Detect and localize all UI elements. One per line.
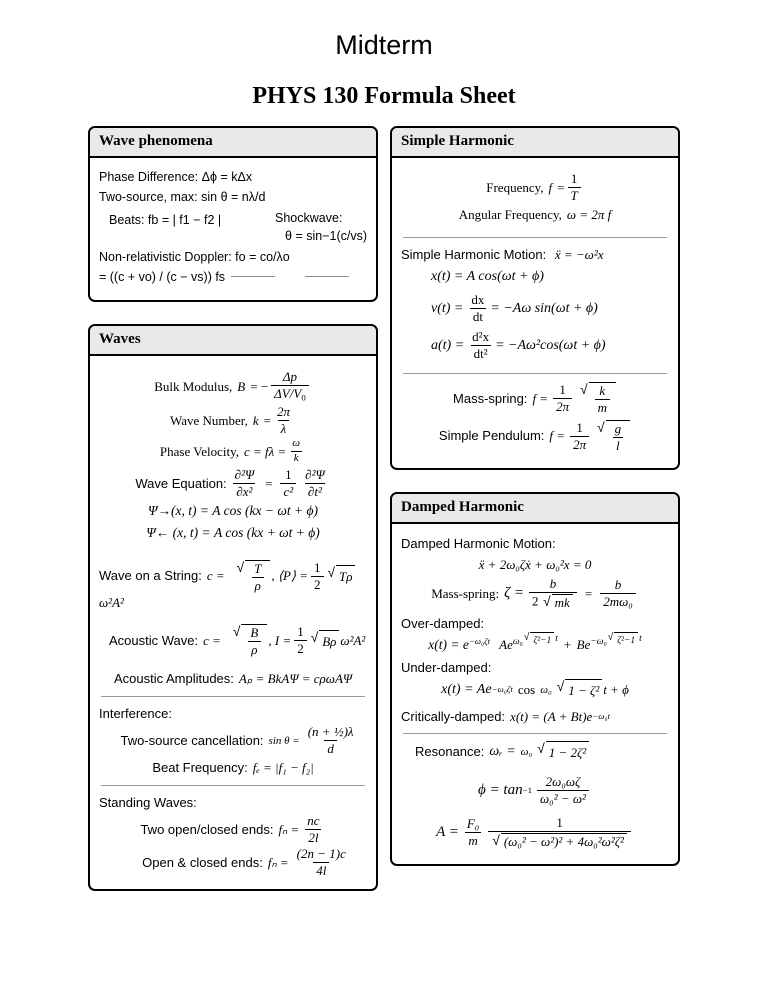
bulk-modulus-numerator: Δp (282, 369, 298, 385)
damped-zeta-num-2: b (614, 576, 622, 592)
radical-icon: √ (310, 630, 319, 646)
mass-spring-radicand (589, 382, 616, 415)
box-body-wave-phenomena (90, 158, 376, 300)
open-and-closed-lhs: fₙ = (267, 855, 289, 871)
string-power-tail: ω²A² (99, 594, 124, 610)
over-damped-B-sqrt (608, 632, 638, 648)
psi-left-line (99, 523, 367, 543)
open-and-closed-fraction (294, 847, 349, 878)
amplitude-sqrt (492, 833, 627, 849)
beat-frequency-label: Beat Frequency: (152, 760, 248, 776)
wave-on-string-c: c = (206, 568, 225, 584)
bulk-modulus-denominator: $\Delta V/V_0$ (271, 385, 309, 403)
open-closed-numerator: nc (307, 813, 320, 829)
radical-icon: √ (580, 382, 588, 398)
amplitude-prefactor (464, 817, 482, 848)
mass-spring-num: 1 (559, 382, 566, 398)
damped-mass-spring-label: Mass-spring: (431, 585, 500, 601)
bulk-modulus-fraction (271, 370, 309, 403)
phase-angle-fraction (537, 775, 589, 806)
radical-icon: √ (556, 679, 565, 695)
two-source-line (99, 188, 367, 206)
cancellation-denominator: d (324, 740, 337, 756)
mass-spring-ratio (595, 384, 610, 415)
phase-angle-denominator: ω₀² − ω² (537, 790, 589, 806)
resonance-label: Resonance: (415, 744, 485, 760)
bulk-modulus-den-sub: 0 (301, 392, 306, 403)
acoustic-half-den: 2 (294, 640, 307, 656)
radical-icon: √ (543, 593, 551, 609)
radical-icon: √ (236, 559, 245, 575)
phase-difference-line (99, 168, 367, 186)
acoustic-half-fraction (294, 625, 307, 656)
phase-angle-line (401, 775, 669, 806)
frequency-label: Frequency, (486, 180, 544, 196)
amplitude-lhs: A = (436, 823, 459, 840)
mass-spring-label: Mass-spring: (453, 391, 528, 407)
resonance-line (401, 741, 669, 763)
pendulum-num: 1 (576, 419, 583, 435)
damped-zeta-equals: = (584, 585, 593, 601)
box-title-simple-harmonic: Simple Harmonic (392, 128, 678, 158)
over-damped-B-radicand: ζ²−1 (614, 632, 638, 648)
open-and-closed-ends-line (99, 847, 367, 878)
pendulum-lhs: f = (549, 428, 566, 444)
over-damped-A-term: Ae (499, 637, 513, 653)
radical-icon: √ (537, 741, 545, 757)
cancellation-numerator: (n + ½)λ (307, 724, 354, 740)
doppler-line (99, 248, 367, 266)
amplitude-numerator: 1 (556, 814, 563, 830)
bulk-modulus-den-v: V (293, 386, 302, 402)
phase-velocity-fraction (289, 438, 303, 465)
open-and-closed-denominator: 4l (313, 862, 329, 878)
pendulum-root-num: g (614, 420, 622, 436)
damped-mass-spring-line (401, 577, 669, 610)
wave-equation-lhs-fraction (232, 468, 257, 499)
displacement-equation: x(t) = A cos(ωt + ϕ) (431, 269, 544, 285)
box-body-waves (90, 356, 376, 889)
damped-motion-heading: Damped Harmonic Motion: (401, 535, 556, 551)
wave-equation-den-1: ∂x² (233, 483, 255, 499)
phase-velocity-line (99, 438, 367, 465)
pendulum-sqrt (597, 420, 630, 453)
critically-damped-line (401, 707, 669, 727)
damped-zeta-den-1 (529, 592, 577, 610)
open-closed-ends-line (99, 814, 367, 845)
shm-equation: ẍ = −ω²x (554, 246, 604, 262)
doppler-equation: fo = co/λo (235, 249, 290, 264)
phase-angle-numerator: 2ω₀ωζ (545, 773, 581, 789)
damped-motion-equation-line (401, 555, 669, 575)
damped-zeta-num-1: b (549, 575, 557, 591)
radical-icon: √ (607, 632, 614, 644)
box-body-simple-harmonic (392, 158, 678, 467)
phase-difference-label: Phase Difference: (99, 170, 199, 185)
amplitude-force-num: F₀ (466, 815, 480, 831)
shm-label: Simple Harmonic Motion: (401, 246, 547, 262)
velocity-line (401, 293, 669, 324)
page-subtitle: PHYS 130 Formula Sheet (252, 83, 516, 109)
open-closed-label: Two open/closed ends: (140, 822, 274, 838)
open-closed-denominator: 2l (305, 829, 321, 845)
wave-on-string-line (99, 560, 367, 613)
phase-velocity-numerator: ω (292, 437, 301, 450)
critically-damped-equation: x(t) = (A + Bt)e (510, 708, 593, 724)
critically-damped-label: Critically-damped: (401, 708, 506, 724)
acoustic-ratio (247, 626, 261, 657)
under-damped-tail: t + ϕ (603, 682, 629, 698)
acoustic-amplitudes-line (99, 669, 367, 689)
under-damped-heading: Under-damped: (401, 659, 492, 675)
damped-zeta-fraction-2 (600, 578, 636, 609)
angular-frequency-equation: ω = 2π f (566, 207, 612, 223)
beat-frequency-line (99, 758, 367, 778)
two-source-cancellation-line (99, 725, 367, 756)
acoustic-denominator: ρ (248, 641, 260, 657)
pendulum-label: Simple Pendulum: (438, 428, 545, 444)
frequency-numerator: 1 (570, 171, 578, 187)
wave-equation-label: Wave Equation: (135, 475, 227, 491)
wave-equation-den-2: c² (280, 483, 296, 499)
damped-zeta-fraction-1 (529, 577, 577, 610)
phase-velocity-equation: c = fλ = (243, 443, 287, 459)
damped-zeta-lhs: ζ = (504, 585, 525, 602)
under-damped-sqrt (557, 679, 602, 701)
wave-number-numerator: 2π (276, 404, 290, 420)
frequency-denominator: T (568, 187, 581, 203)
over-damped-B-term: Be (576, 637, 591, 653)
wave-equation-den-3: ∂t² (305, 483, 325, 499)
frequency-fraction (568, 172, 581, 203)
bulk-modulus-label: Bulk Modulus, (154, 379, 233, 395)
amplitude-fraction (488, 816, 631, 849)
acoustic-wave-sqrt (233, 624, 267, 657)
over-damped-equation-line (401, 632, 669, 655)
right-column (390, 126, 680, 866)
acoustic-intensity-tail: ω²A² (340, 633, 366, 649)
acceleration-denominator: dt² (471, 345, 491, 361)
wave-equation-line: Wave Equation: $\frac{\text{∂²Ψ}}{\text{∂x²}}$ = $\frac{1}{\text{c²}}$ $\frac{\text{∂²Ψ}}{\text{∂t²}}$ (99, 468, 367, 499)
radical-icon: √ (327, 565, 335, 581)
acoustic-radicand (241, 624, 267, 657)
pendulum-prefactor (570, 421, 589, 452)
mass-spring-frequency-line (401, 382, 669, 415)
wave-number-label: Wave Number, (170, 413, 248, 429)
acoustic-numerator: B (250, 625, 259, 641)
beat-frequency-equation: fₑ = |f₁ − f₂| (252, 760, 314, 776)
phase-angle-exponent: −1 (522, 784, 532, 795)
acoustic-wave-label: Acoustic Wave: (109, 633, 199, 649)
divider-shm (403, 237, 667, 238)
over-damped-prefix: x(t) = e (428, 637, 469, 653)
mass-spring-root-den: m (595, 399, 610, 415)
left-column (88, 126, 378, 891)
under-damped-cos: cos (517, 682, 536, 698)
wave-on-string-label: Wave on a String: (99, 568, 202, 584)
wave-number-denominator: λ (278, 420, 290, 436)
angular-frequency-line (401, 205, 669, 225)
radical-icon: √ (597, 419, 605, 435)
shockwave-label: Shockwave: (275, 210, 343, 225)
radical-icon: √ (232, 624, 241, 640)
acoustic-intensity-radicand: Bρ (319, 630, 339, 652)
bulk-modulus-symbol: B (237, 379, 246, 395)
divider-resonance (403, 733, 667, 734)
under-damped-prefix: x(t) = Ae (441, 682, 492, 698)
amplitude-denominator (488, 831, 631, 849)
mass-spring-root-num: k (599, 383, 606, 399)
acceleration-numerator: d²x (472, 329, 490, 345)
under-damped-radicand: 1 − ζ² (565, 679, 602, 701)
string-power-label: , ⟨P⟩ = (271, 568, 308, 584)
beats-shockwave-line (99, 209, 367, 245)
acoustic-intensity-label: , I = (268, 633, 292, 649)
box-title-wave-phenomena: Wave phenomena (90, 128, 376, 158)
phase-angle-lhs: ϕ = tan (478, 781, 523, 798)
divider-standing-waves (101, 785, 365, 786)
psi-right-line (99, 501, 367, 521)
over-damped-B-t: t (639, 634, 642, 645)
shockwave-group (275, 209, 367, 245)
wave-number-symbol: k (252, 413, 259, 429)
shm-line (401, 245, 669, 265)
resonance-radicand: 1 − 2ζ² (546, 741, 589, 763)
angular-frequency-label: Angular Frequency, (458, 207, 562, 223)
radical-icon: √ (523, 632, 530, 644)
pendulum-root-den: l (613, 437, 623, 453)
over-damped-B-exponent: −ω₀ (590, 637, 607, 648)
wave-number-line: Wave Number, k = $\frac{2\pi}{\lambda}$ (99, 405, 367, 436)
divider-interference (101, 696, 365, 697)
velocity-numerator: dx (471, 292, 485, 308)
cancellation-lhs: sin θ = (268, 734, 300, 747)
resonance-omega0: ω₀ (520, 745, 533, 758)
acoustic-wave-line (99, 624, 367, 657)
mass-spring-lhs: f = (532, 391, 549, 407)
acoustic-intensity-sqrt (311, 630, 340, 652)
wave-equation-rhs-fraction (302, 468, 327, 499)
wave-number-fraction (274, 405, 293, 436)
velocity-fraction (468, 293, 487, 324)
over-damped-heading: Over-damped: (401, 615, 485, 631)
string-numerator: T (254, 560, 262, 576)
acceleration-rhs: = −Aω²cos(ωt + ϕ) (495, 338, 606, 354)
string-ratio (251, 562, 264, 593)
fraction-rule-artifact-1 (231, 276, 275, 277)
box-simple-harmonic (390, 126, 680, 470)
frequency-line: Frequency, f = $\frac{1}{T}$ (401, 172, 669, 203)
divider-oscillators (403, 373, 667, 374)
string-power-sqrt (328, 565, 356, 587)
box-title-waves: Waves (90, 326, 376, 356)
pendulum-frequency-line (401, 420, 669, 457)
over-damped-A-sqrt (524, 632, 554, 648)
open-and-closed-label: Open & closed ends: (142, 855, 263, 871)
acceleration-line (401, 330, 669, 361)
damped-zeta-coef: 2 (532, 593, 539, 609)
acoustic-amplitudes-label: Acoustic Amplitudes: (113, 671, 234, 687)
pendulum-ratio (612, 422, 625, 453)
under-damped-exponent: −ω₀ζt (491, 684, 513, 695)
page-title: Midterm (335, 30, 433, 60)
velocity-rhs: = −Aω sin(ωt + ϕ) (490, 301, 598, 317)
over-damped-A-radicand: ζ²−1 (530, 632, 554, 648)
resonance-sqrt (537, 741, 589, 763)
damped-zeta-sqrt (543, 594, 573, 610)
box-title-damped-harmonic: Damped Harmonic (392, 494, 678, 524)
amplitude-radicand: (ω₀² − ω²)² + 4ω₀²ω²ζ² (501, 833, 627, 849)
standing-waves-heading: Standing Waves: (99, 794, 197, 810)
velocity-label: v(t) = (431, 301, 464, 317)
beats-label: Beats: (109, 212, 145, 227)
box-waves (88, 324, 378, 891)
fraction-rule-artifact-2 (305, 276, 349, 277)
columns-container (0, 126, 768, 891)
open-closed-fraction (304, 814, 322, 845)
string-denominator: ρ (252, 577, 264, 593)
amplitude-mass-den: m (465, 832, 480, 848)
cancellation-label: Two-source cancellation: (120, 733, 264, 749)
over-damped-A-exponent: ω₀ (512, 637, 523, 648)
box-wave-phenomena (88, 126, 378, 302)
psi-left-equation: Ψ← (x, t) = A cos (kx + ωt + ϕ) (146, 525, 320, 541)
over-damped-exponent: −ω₀ζt (468, 636, 491, 647)
psi-right-equation: Ψ→(x, t) = A cos (kx − ωt + ϕ) (147, 503, 319, 519)
frequency-symbol: f (548, 180, 553, 196)
bulk-modulus-den-dv: ΔV (274, 386, 290, 402)
amplitude-line (401, 816, 669, 853)
open-and-closed-numerator: (2n − 1)c (296, 846, 346, 862)
string-power-radicand: Tρ (336, 565, 355, 587)
acceleration-label: a(t) = (431, 338, 465, 354)
wave-equation-c2-fraction (280, 468, 296, 499)
mass-spring-sqrt (580, 382, 616, 415)
over-damped-plus: + (562, 637, 572, 653)
interference-heading: Interference: (99, 705, 172, 721)
radical-icon: √ (492, 832, 500, 848)
acoustic-amplitudes-equation: Aₚ = BkAΨ = cρωAΨ (238, 671, 353, 687)
damped-zeta-radicand: mk (552, 594, 573, 610)
string-half-fraction (311, 561, 324, 592)
wave-on-string-sqrt (237, 560, 271, 593)
two-source-label: Two-source, max: (99, 190, 198, 205)
box-damped-harmonic (390, 492, 680, 866)
damped-zeta-den-2: 2mω₀ (600, 593, 636, 609)
doppler-equation-2: = ((c + vo) / (c − vs)) fs (99, 269, 226, 284)
wave-equation-num-1: ∂²Ψ (234, 467, 255, 483)
pendulum-den: 2π (570, 436, 589, 452)
pendulum-radicand (606, 420, 631, 453)
acceleration-fraction (469, 330, 492, 361)
damped-motion-equation: ẍ + 2ω₀ζẋ + ω₀²x = 0 (478, 557, 592, 573)
bulk-modulus-line: Bulk Modulus, B = − $\frac{\Delta p}{\Delta V/V_0}$ (99, 370, 367, 403)
two-source-equation: sin θ = nλ/d (201, 190, 266, 205)
under-damped-omega0: ω₀ (540, 683, 552, 696)
phase-velocity-denominator: k (291, 451, 302, 465)
under-damped-equation-line (401, 679, 669, 701)
doppler-label: Non-relativistic Doppler: (99, 249, 232, 264)
string-half-num: 1 (314, 559, 321, 575)
mass-spring-den: 2π (553, 398, 572, 414)
resonance-lhs: ωᵣ = (489, 744, 516, 760)
beats-equation: fb = | f1 − f2 | (147, 212, 222, 227)
critically-damped-exponent: −ω₀t (592, 710, 611, 721)
over-damped-A-t: t (555, 634, 558, 645)
phase-velocity-label: Phase Velocity, (159, 443, 239, 459)
string-half-den: 2 (311, 576, 324, 592)
velocity-denominator: dt (470, 308, 486, 324)
wave-on-string-radicand (245, 560, 270, 593)
doppler-line-2 (99, 268, 367, 286)
wave-equation-num-2: 1 (285, 467, 292, 483)
cancellation-fraction (305, 725, 357, 756)
box-body-damped-harmonic (392, 524, 678, 864)
acoustic-wave-c: c = (203, 633, 221, 649)
wave-equation-num-3: ∂²Ψ (305, 467, 325, 483)
displacement-line (401, 266, 669, 287)
beats-group (99, 209, 221, 229)
open-closed-lhs: fₙ = (278, 822, 300, 838)
shockwave-equation: θ = sin−1(c/vs) (285, 228, 367, 243)
mass-spring-prefactor (553, 383, 572, 414)
acoustic-half-num: 1 (297, 624, 304, 640)
phase-difference-equation: Δϕ = kΔx (201, 170, 253, 185)
